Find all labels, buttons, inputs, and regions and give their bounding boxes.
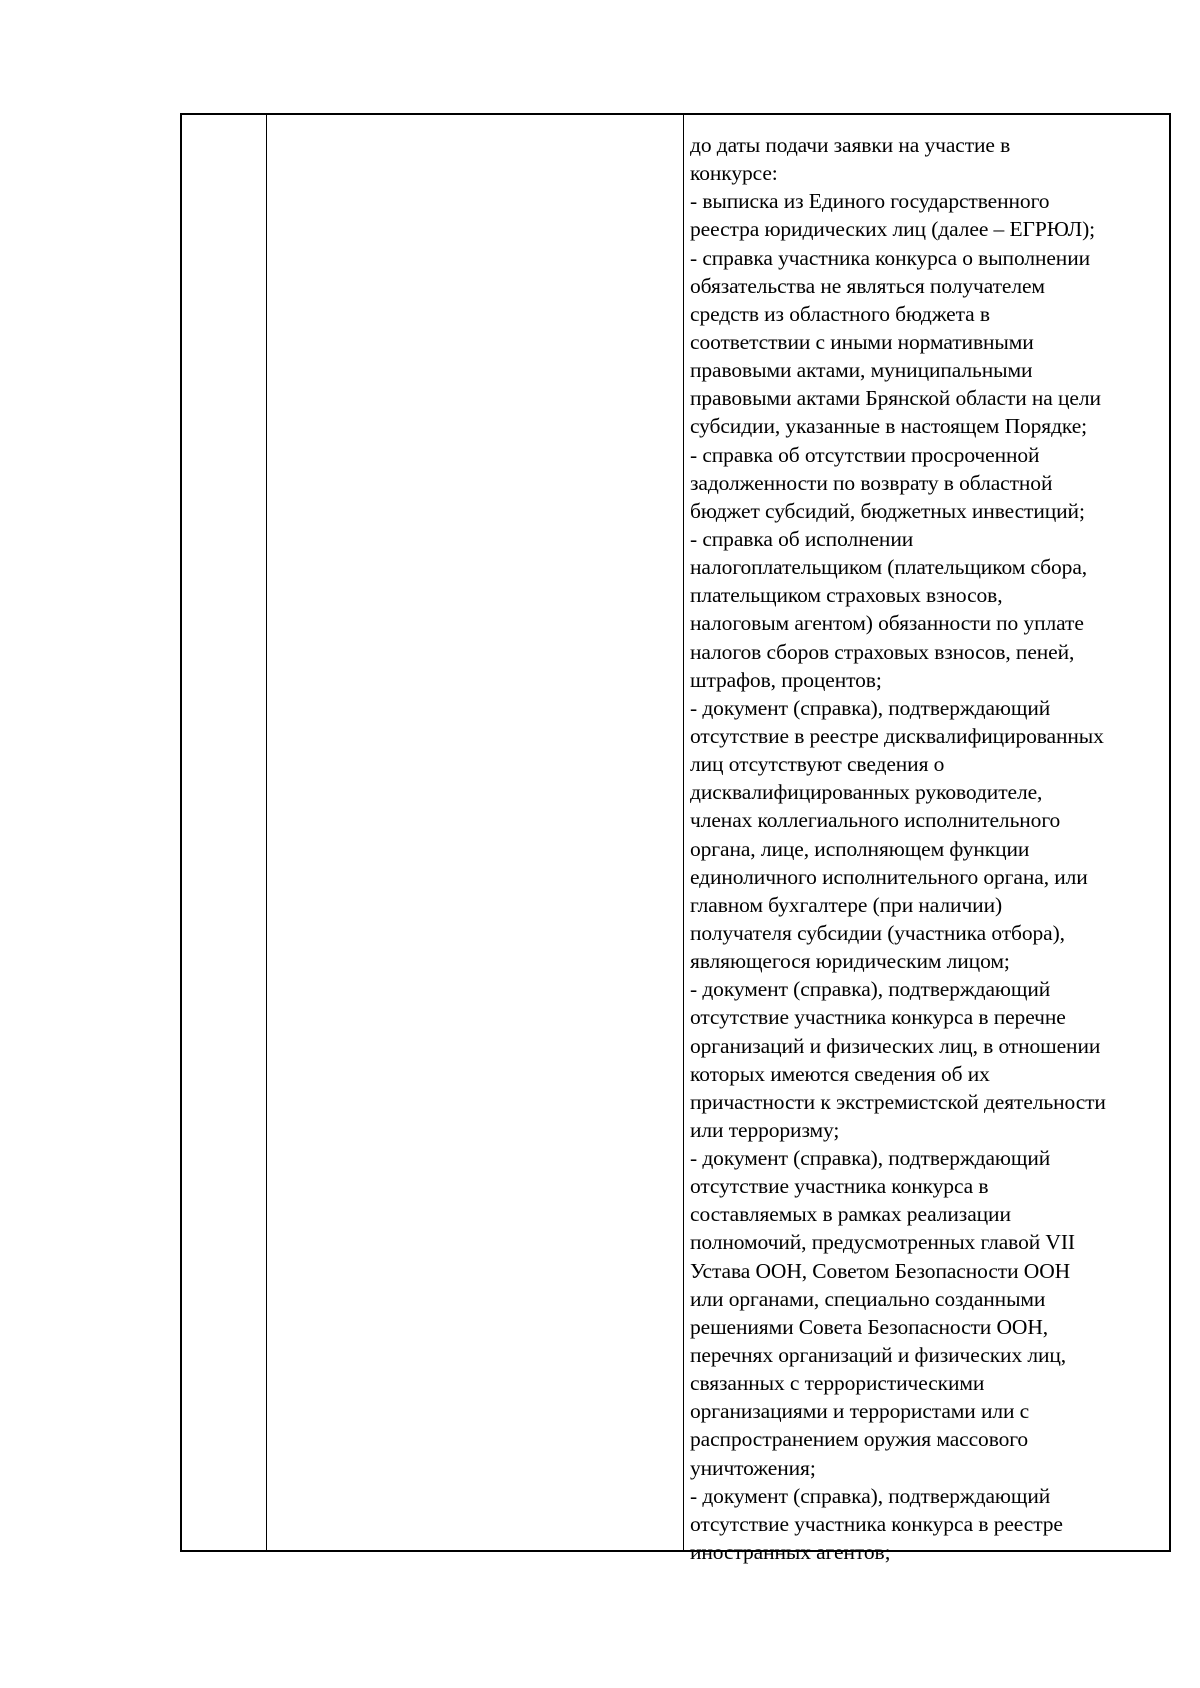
document-text-line: бюджет субсидий, бюджетных инвестиций; [690,498,1085,523]
document-text-line: реестра юридических лиц (далее – ЕГРЮЛ); [690,217,1096,242]
document-text-line: членах коллегиального исполнительного [690,808,1061,833]
document-text-line: - справка участника конкурса о выполнении [690,245,1091,270]
documents-list-text [690,131,1168,1566]
document-text-line: составляемых в рамках реализации [690,1202,1011,1227]
document-text-line: уничтожения; [690,1455,816,1480]
document-text-line: связанных с террористическими [690,1371,985,1396]
document-text-line: единоличного исполнительного органа, или [690,864,1088,889]
document-text-line: организаций и физических лиц, в отношении [690,1033,1101,1058]
document-text-line: - документ (справка), подтверждающий [690,1483,1051,1508]
requirements-table [180,113,1171,1565]
document-text-line: задолженности по возврату в областной [690,470,1053,495]
document-text-line: плательщиком страховых взносов, [690,583,1003,608]
document-text-line: правовыми актами, муниципальными [690,358,1033,383]
document-text-line: дисквалифицированных руководителе, [690,780,1043,805]
document-text-line: - выписка из Единого государственного [690,189,1050,214]
document-text-line: получателя субсидии (участника отбора), [690,920,1065,945]
table-column-number [182,115,267,1550]
document-text-line: отсутствие участника конкурса в [690,1174,989,1199]
document-text-line: причастности к экстремистской деятельности [690,1089,1106,1114]
document-text-line: которых имеются сведения об их [690,1061,990,1086]
document-text-line: или органами, специально созданными [690,1286,1046,1311]
document-text-line: правовыми актами Брянской области на цели [690,386,1101,411]
document-text-line: - документ (справка), подтверждающий [690,977,1051,1002]
document-text-line: отсутствие участника конкурса в перечне [690,1005,1066,1030]
document-text-line: отсутствие участника конкурса в реестре [690,1511,1063,1536]
document-text-line: до даты подачи заявки на участие в [690,133,1011,157]
document-text-line: - документ (справка), подтверждающий [690,695,1051,720]
document-text-line: налоговым агентом) обязанности по уплате [690,611,1084,636]
document-text-line: - документ (справка), подтверждающий [690,1146,1051,1171]
table-column-name [267,115,684,1550]
document-text-line: полномочий, предусмотренных главой VII [690,1230,1075,1255]
document-text-line: лиц отсутствуют сведения о [690,752,945,777]
document-text-line: соответствии с иными нормативными [690,329,1034,354]
table-column-documents [684,115,1171,1565]
document-text-line: являющегося юридическим лицом; [690,949,1010,974]
document-text-line: организациями и террористами или с [690,1399,1030,1424]
document-text-line: или терроризму; [690,1117,840,1142]
document-text-line: распространением оружия массового [690,1427,1029,1452]
document-text-line: налогов сборов страховых взносов, пеней, [690,639,1075,664]
document-text-line: штрафов, процентов; [690,667,882,692]
document-text-line: органа, лице, исполняющем функции [690,836,1030,861]
document-text-line: конкурсе: [690,161,778,186]
document-text-line: субсидии, указанные в настоящем Порядке; [690,414,1088,439]
document-text-line: иностранных агентов; [690,1540,891,1565]
document-text-line: средств из областного бюджета в [690,301,990,326]
document-text-line: обязательства не являться получателем [690,273,1045,298]
document-text-line: главном бухгалтере (при наличии) [690,892,1003,917]
document-text-line: налогоплательщиком (плательщиком сбора, [690,555,1088,580]
document-text-line: - справка об исполнении [690,526,914,551]
document-text-line: - справка об отсутствии просроченной [690,442,1040,467]
document-text-line: Устава ООН, Советом Безопасности ООН [690,1258,1071,1283]
document-text-line: перечнях организаций и физических лиц, [690,1343,1067,1368]
document-text-line: решениями Совета Безопасности ООН, [690,1314,1049,1339]
document-text-line: отсутствие в реестре дисквалифицированных [690,723,1104,748]
